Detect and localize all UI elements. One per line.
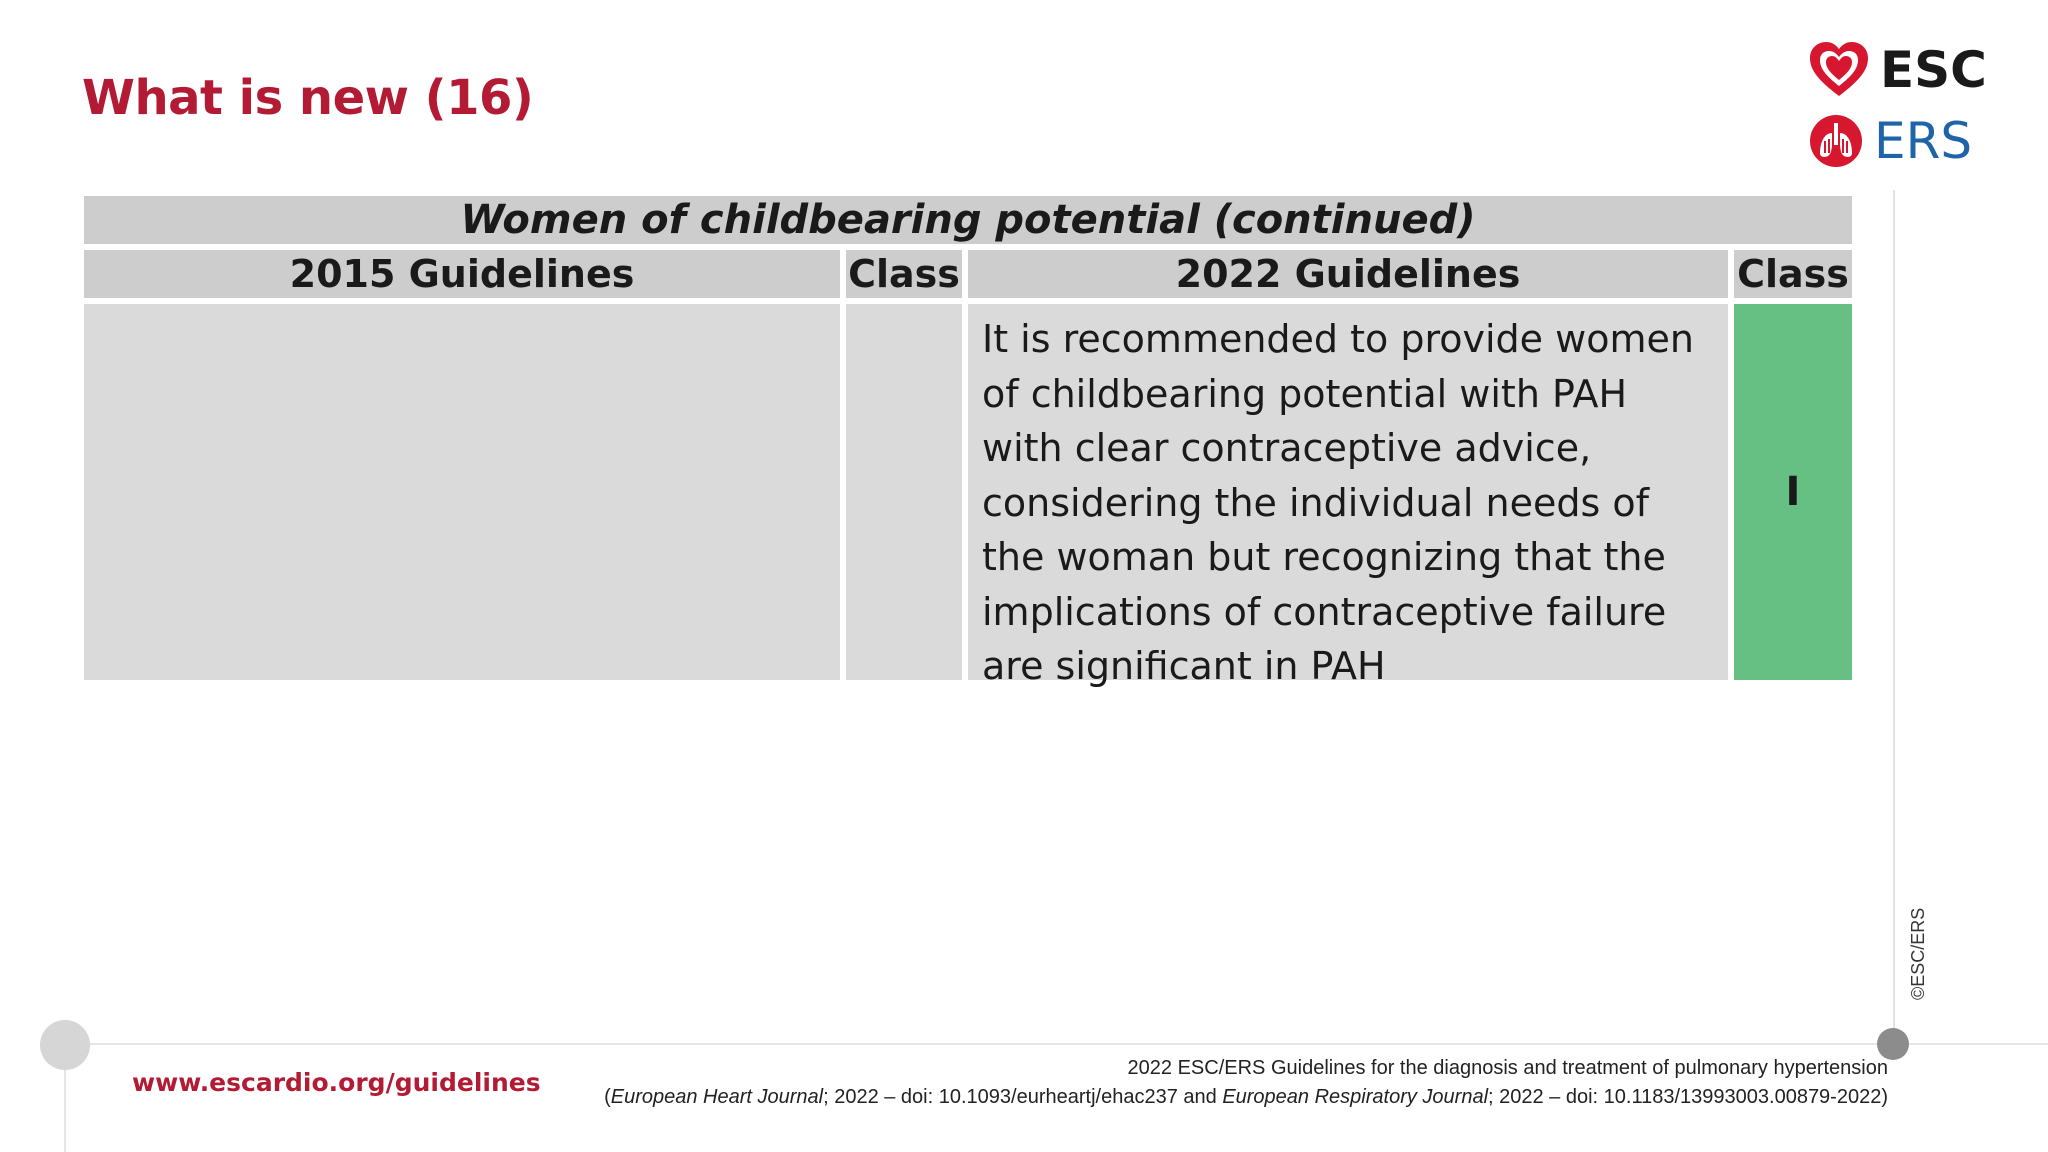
copyright-text: ©ESC/ERS: [1908, 907, 1928, 1000]
citation-doi-ehj: ; 2022 – doi: 10.1093/eurheartj/ehac237 and: [823, 1086, 1223, 1108]
header-2022-guidelines: 2022 Guidelines: [968, 250, 1728, 298]
citation-doi-erj: ; 2022 – doi: 10.1183/13993003.00879-2022): [1488, 1086, 1888, 1108]
ers-logo: [1808, 112, 1972, 170]
heart-icon: [1808, 40, 1870, 100]
citation-journal-ehj: European Heart Journal: [610, 1086, 824, 1108]
guidelines-table: [84, 196, 1852, 688]
right-divider: [1893, 190, 1895, 1044]
cell-2015-class: [846, 304, 962, 680]
guidelines-link[interactable]: www.escardio.org/guidelines: [132, 1068, 541, 1097]
table-section-title: Women of childbearing potential (continued): [84, 196, 1852, 244]
esc-logo-text: ESC: [1880, 41, 1987, 99]
cell-2022-guideline: It is recommended to provide women of childbearing potential with PAH with clear contraceptive advice, considering the individual needs of the woman but recognizing that the implications of contraceptive failure are significant in PAH: [968, 304, 1728, 680]
citation: [604, 1054, 1888, 1112]
cell-2015-guideline: [84, 304, 840, 680]
citation-title: 2022 ESC/ERS Guidelines for the diagnosis and treatment of pulmonary hypertension: [1127, 1057, 1888, 1079]
table-header-row: [84, 250, 1852, 298]
cell-2022-class: I: [1734, 304, 1852, 680]
esc-logo: [1808, 40, 1987, 100]
lungs-icon: [1808, 113, 1864, 169]
header-class-2015: Class: [846, 250, 962, 298]
citation-journal-erj: European Respiratory Journal: [1222, 1086, 1489, 1108]
header-2015-guidelines: 2015 Guidelines: [84, 250, 840, 298]
table-row: [84, 304, 1852, 688]
ers-logo-text: ERS: [1874, 112, 1973, 170]
slide-title: What is new (16): [82, 70, 534, 126]
decorative-circle-left: [40, 1020, 90, 1070]
citation-dois: (European Heart Journal; 2022 – doi: 10.1093/eurheartj/ehac237 and European Respiratory Journal; 2022 – doi: 10.1183/13993003.00879-2022): [604, 1086, 1888, 1108]
footer-divider: [64, 1043, 2048, 1045]
header-class-2022: Class: [1734, 250, 1852, 298]
